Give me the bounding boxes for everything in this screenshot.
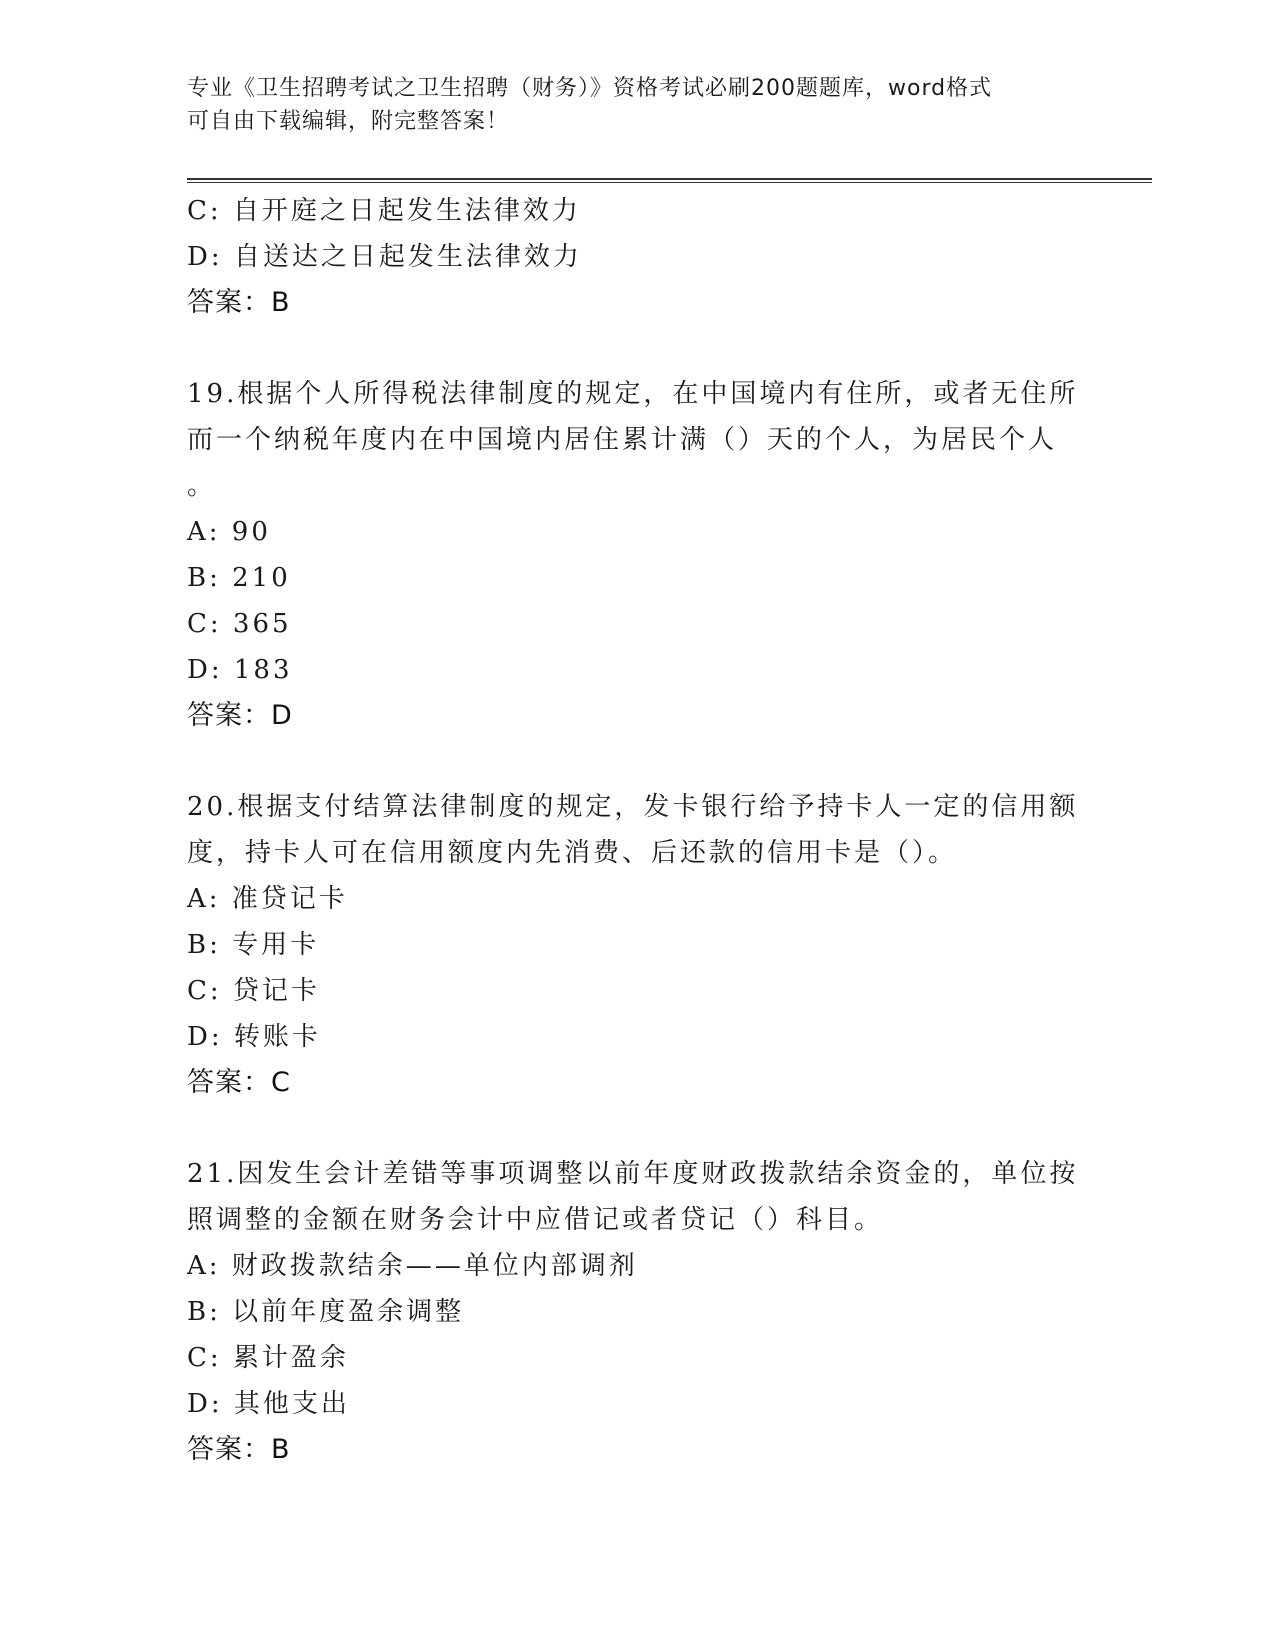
option-d: D: 自送达之日起发生法律效力 [187,242,582,272]
spacer [187,326,1087,371]
option-a: A: 准贷记卡 [187,884,348,914]
answer-line: 答案：B [187,287,291,318]
option-a: A: 财政拨款结余——单位内部调剂 [187,1251,638,1281]
header-line-2: 可自由下载编辑，附完整答案！ [187,109,510,134]
option-d: D: 183 [187,655,293,685]
option-a: A: 90 [187,517,271,547]
spacer [187,739,1087,784]
option-c: C: 贷记卡 [187,976,320,1006]
option-b: B: 以前年度盈余调整 [187,1297,465,1327]
question-text-line: 度，持卡人可在信用额度内先消费、后还款的信用卡是（）。 [187,838,958,868]
header-line-1: 专业《卫生招聘考试之卫生招聘（财务）》资格考试必刷200题题库，word格式 [187,76,993,101]
option-d: D: 转账卡 [187,1022,321,1052]
header-divider [187,178,1152,183]
answer-line: 答案：D [187,700,293,731]
question-text-line: 。 [187,471,217,501]
question-text-line: 20.根据支付结算法律制度的规定，发卡银行给予持卡人一定的信用额 [187,792,1079,822]
question-text-line: 19.根据个人所得税法律制度的规定，在中国境内有住所，或者无住所 [187,379,1079,409]
spacer [187,1106,1087,1151]
option-c: C: 365 [187,609,292,639]
option-c: C: 累计盈余 [187,1343,349,1373]
question-text-line: 21.因发生会计差错等事项调整以前年度财政拨款结余资金的，单位按 [187,1159,1079,1189]
question-19 [187,371,1087,739]
option-b: B: 210 [187,563,291,593]
question-21 [187,1151,1087,1473]
question-text-line: 而一个纳税年度内在中国境内居住累计满（）天的个人，为居民个人 [187,425,1058,455]
document-header [187,72,1067,138]
question-20 [187,784,1087,1106]
option-c: C: 自开庭之日起发生法律效力 [187,196,581,226]
answer-line: 答案：C [187,1067,291,1098]
question-text-line: 照调整的金额在财务会计中应借记或者贷记（）科目。 [187,1205,884,1235]
option-b: B: 专用卡 [187,930,320,960]
answer-line: 答案：B [187,1434,291,1465]
question-content [187,188,1087,1473]
option-d: D: 其他支出 [187,1389,350,1419]
question-18-partial [187,188,1087,326]
